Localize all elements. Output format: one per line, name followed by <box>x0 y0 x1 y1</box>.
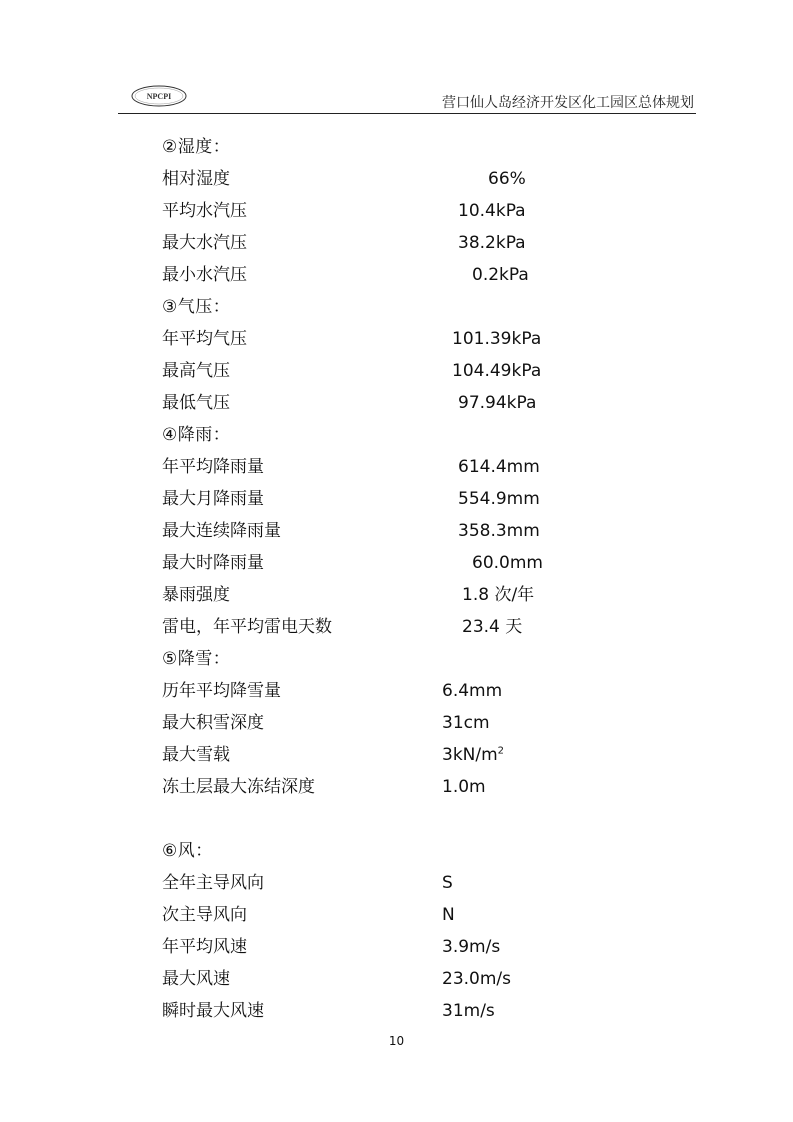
row-value: N <box>442 905 455 925</box>
superscript: 2 <box>497 745 505 757</box>
row-label: 年平均风速 <box>162 937 247 957</box>
data-row <box>162 227 582 259</box>
row-label: 最大积雪深度 <box>162 713 264 733</box>
heading-text: ⑤降雪： <box>162 649 231 669</box>
row-label: 最大连续降雨量 <box>162 521 281 541</box>
row-label: 历年平均降雪量 <box>162 681 281 701</box>
row-value: 10.4kPa <box>458 201 526 221</box>
row-label: 暴雨强度 <box>162 585 230 605</box>
svg-text:NPCPI: NPCPI <box>146 92 172 101</box>
heading-text: ⑥风： <box>162 841 213 861</box>
row-label: 雷电，年平均雷电天数 <box>162 617 332 637</box>
section-heading-wind <box>162 835 582 867</box>
row-value: 3.9m/s <box>442 937 501 957</box>
row-value: 1.0m <box>442 777 486 797</box>
row-label: 最高气压 <box>162 361 230 381</box>
row-label: 最大雪载 <box>162 745 230 765</box>
data-row <box>162 323 582 355</box>
data-row <box>162 355 582 387</box>
row-label: 相对湿度 <box>162 169 230 189</box>
row-label: 最大水汽压 <box>162 233 247 253</box>
row-value: 97.94kPa <box>458 393 537 413</box>
row-label: 平均水汽压 <box>162 201 247 221</box>
heading-text: ③气压： <box>162 297 231 317</box>
section-heading-rain <box>162 419 582 451</box>
value-text: 3kN/m <box>442 745 498 765</box>
row-value: 614.4mm <box>458 457 540 477</box>
row-value: 31cm <box>442 713 490 733</box>
data-row <box>162 771 582 803</box>
document-title: 营口仙人岛经济开发区化工园区总体规划 <box>442 95 694 111</box>
data-row <box>162 931 582 963</box>
data-row <box>162 515 582 547</box>
row-label: 全年主导风向 <box>162 873 264 893</box>
row-value: 66% <box>488 169 526 189</box>
row-label: 年平均降雨量 <box>162 457 264 477</box>
section-heading-pressure <box>162 291 582 323</box>
row-value: S <box>442 873 453 893</box>
heading-text: ②湿度： <box>162 137 231 157</box>
row-label: 最小水汽压 <box>162 265 247 285</box>
header-divider <box>118 113 696 114</box>
data-row <box>162 675 582 707</box>
data-row <box>162 995 582 1027</box>
data-row <box>162 579 582 611</box>
row-value <box>442 739 504 771</box>
row-value: 23.0m/s <box>442 969 511 989</box>
blank-line <box>162 803 582 835</box>
row-value: 0.2kPa <box>472 265 529 285</box>
data-row <box>162 387 582 419</box>
row-value: 554.9mm <box>458 489 540 509</box>
data-row <box>162 547 582 579</box>
data-row <box>162 739 582 771</box>
section-heading-humidity <box>162 131 582 163</box>
row-value: 23.4 天 <box>462 617 523 637</box>
row-value: 60.0mm <box>472 553 543 573</box>
row-value: 101.39kPa <box>452 329 542 349</box>
row-label: 最大风速 <box>162 969 230 989</box>
row-label: 瞬时最大风速 <box>162 1001 264 1021</box>
row-label: 最低气压 <box>162 393 230 413</box>
data-row <box>162 483 582 515</box>
data-row <box>162 963 582 995</box>
row-label: 冻土层最大冻结深度 <box>162 777 315 797</box>
row-label: 最大时降雨量 <box>162 553 264 573</box>
row-label: 最大月降雨量 <box>162 489 264 509</box>
data-row <box>162 259 582 291</box>
row-value: 358.3mm <box>458 521 540 541</box>
data-row <box>162 707 582 739</box>
data-row <box>162 611 582 643</box>
page-header <box>118 78 696 120</box>
row-value: 38.2kPa <box>458 233 526 253</box>
data-row <box>162 867 582 899</box>
data-row <box>162 899 582 931</box>
heading-text: ④降雨： <box>162 425 231 445</box>
row-label: 次主导风向 <box>162 905 247 925</box>
npcpi-logo <box>130 84 188 108</box>
page-number: 10 <box>388 1034 405 1048</box>
row-value: 6.4mm <box>442 681 503 701</box>
data-row <box>162 451 582 483</box>
section-heading-snow <box>162 643 582 675</box>
row-label: 年平均气压 <box>162 329 247 349</box>
data-row <box>162 195 582 227</box>
row-value: 104.49kPa <box>452 361 542 381</box>
row-value: 1.8 次/年 <box>462 585 535 605</box>
row-value: 31m/s <box>442 1001 495 1021</box>
climate-data <box>162 131 582 1027</box>
data-row <box>162 163 582 195</box>
